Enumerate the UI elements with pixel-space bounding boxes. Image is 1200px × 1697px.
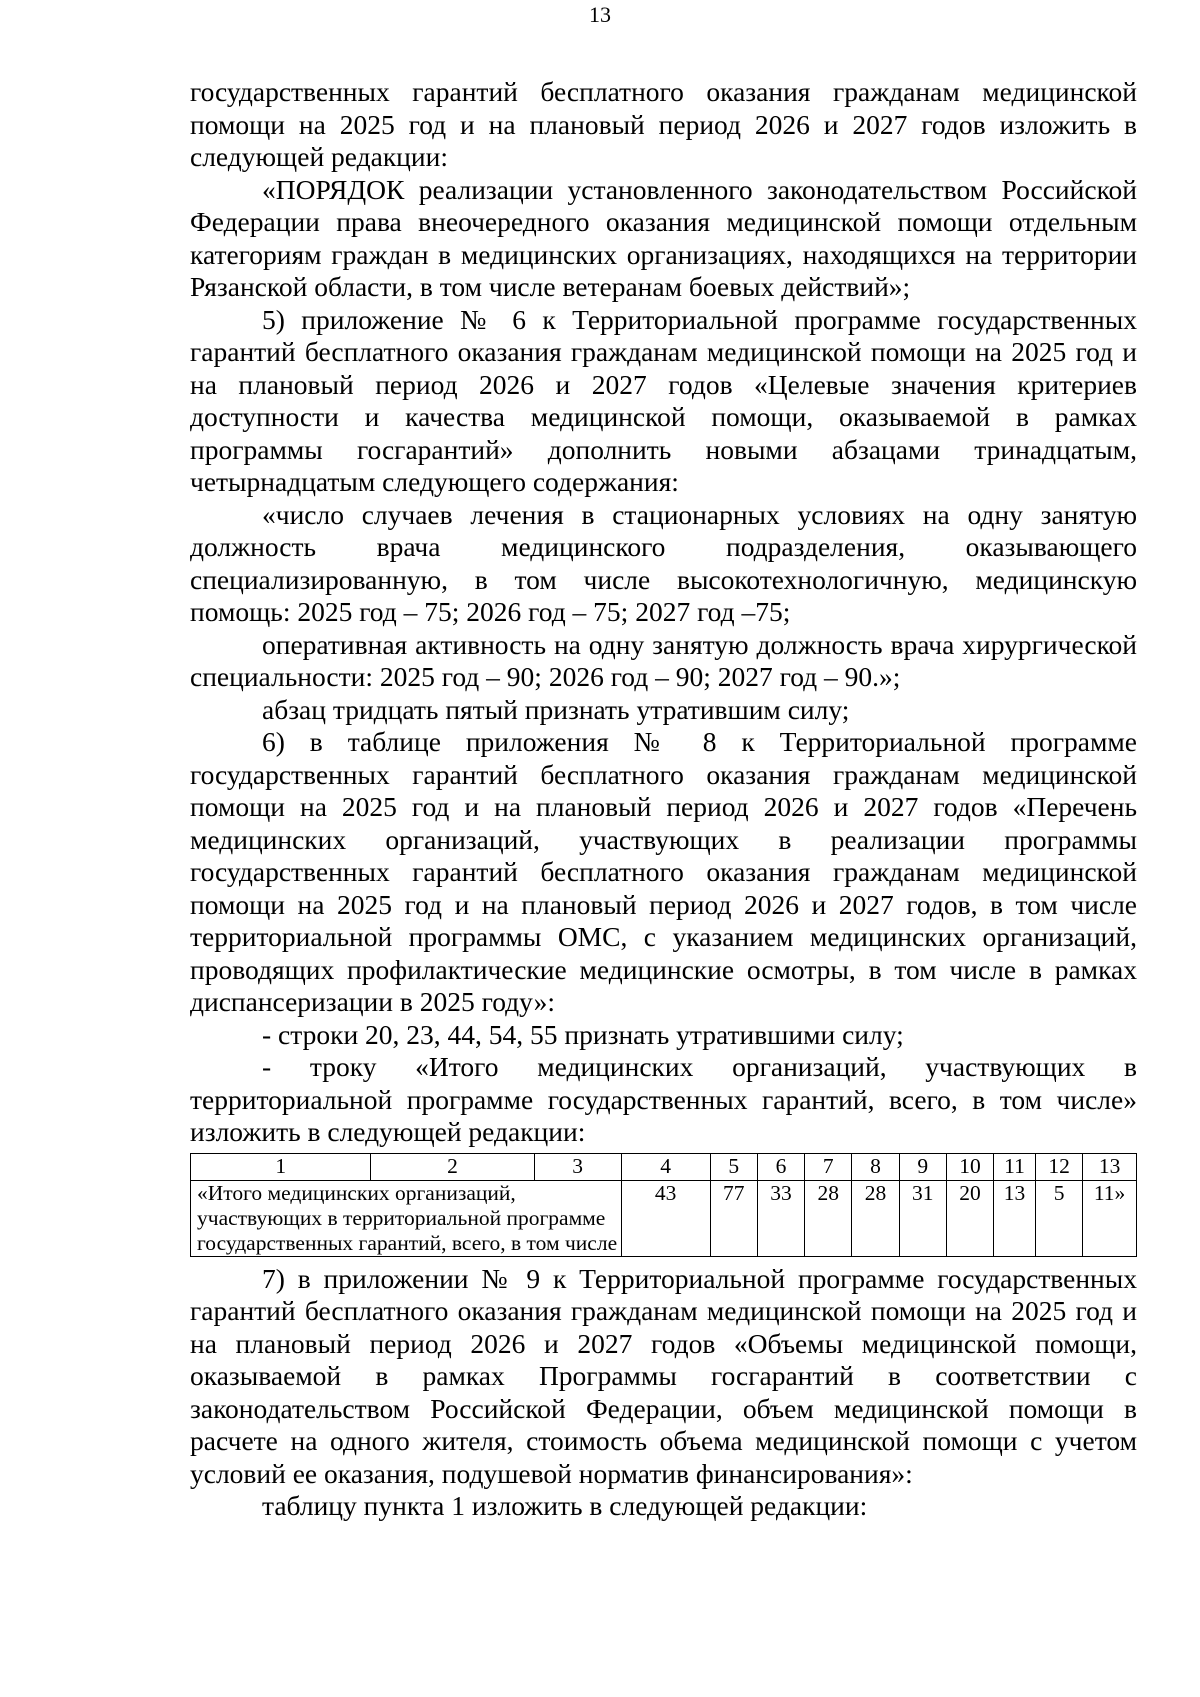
table-header-cell: 13 xyxy=(1083,1153,1137,1180)
paragraph-rows-void: - строки 20, 23, 44, 54, 55 признать утратившими силу; xyxy=(262,1018,904,1050)
table-header-cell: 4 xyxy=(621,1153,710,1180)
table-cell: 77 xyxy=(710,1180,757,1256)
paragraph-item-5: 5) приложение № 6 к Территориальной программе государственных гарантий бесплатного оказания гражданам медицинской помощи на 2025 год и на плановый период 2026 и 2027 годов «Целевые значения критериев доступности и качества медицинской помощи, оказываемой в рамках программы госгарантий» дополнить новыми абзацами тринадцатым, четырнадцатым следующего содержания: xyxy=(190,303,1137,497)
table-header-cell: 7 xyxy=(805,1153,852,1180)
paragraph-abzac-35: абзац тридцать пятый признать утратившим силу; xyxy=(262,693,850,725)
table-cell: 11» xyxy=(1083,1180,1137,1256)
table-header-cell: 11 xyxy=(994,1153,1036,1180)
document-body xyxy=(190,76,1137,1523)
table-row-name: «Итого медицинских организаций, участвующих в территориальной программе государственных гарантий, всего, в том числе xyxy=(191,1180,622,1256)
paragraph-criteria-surgery: оперативная активность на одну занятую должность врача хирургической специальности: 2025 год – 90; 2026 год – 90; 2027 год – 90.»; xyxy=(190,628,1137,692)
table-header-cell: 5 xyxy=(710,1153,757,1180)
itogo-table xyxy=(190,1153,1137,1257)
table-cell: 5 xyxy=(1035,1180,1082,1256)
table-cell: 28 xyxy=(852,1180,899,1256)
page-number: 13 xyxy=(589,2,611,27)
table-row xyxy=(191,1180,1137,1256)
table-header-cell: 8 xyxy=(852,1153,899,1180)
table-header-cell: 6 xyxy=(757,1153,804,1180)
table-header-cell: 9 xyxy=(899,1153,946,1180)
paragraph-intro: государственных гарантий бесплатного оказания гражданам медицинской помощи на 2025 год и на плановый период 2026 и 2027 годов изложить в следующей редакции: xyxy=(190,76,1137,172)
paragraph-row-itogo: - троку «Итого медицинских организаций, участвующих в территориальной программе государственных гарантий, всего, в том числе» изложить в следующей редакции: xyxy=(190,1051,1137,1147)
table-header-row xyxy=(191,1153,1137,1180)
table-header-cell: 10 xyxy=(946,1153,993,1180)
table-header-cell: 12 xyxy=(1035,1153,1082,1180)
table-cell: 31 xyxy=(899,1180,946,1256)
paragraph-poryadok: «ПОРЯДОК реализации установленного законодательством Российской Федерации права внеочередного оказания медицинской помощи отдельным категориям граждан в медицинских организациях, находящихся на территории Рязанской области, в том числе ветеранам боевых действий»; xyxy=(190,173,1137,302)
paragraph-item-6: 6) в таблице приложения № 8 к Территориальной программе государственных гарантий бесплатного оказания гражданам медицинской помощи на 2025 год и на плановый период 2026 и 2027 годов «Перечень медицинских организаций, участвующих в реализации программы государственных гарантий бесплатного оказания гражданам медицинской помощи на 2025 год и на плановый период 2026 и 2027 годов, в том числе территориальной программы ОМС, с указанием медицинских организаций, проводящих профилактические медицинские осмотры, в том числе в рамках диспансеризации в 2025 году»: xyxy=(190,726,1137,1017)
paragraph-table-point-1: таблицу пункта 1 изложить в следующей редакции: xyxy=(262,1490,868,1521)
table-cell: 13 xyxy=(994,1180,1036,1256)
table-cell: 20 xyxy=(946,1180,993,1256)
paragraph-criteria-cases: «число случаев лечения в стационарных условиях на одну занятую должность врача медицинского подразделения, оказывающего специализированную, в том числе высокотехнологичную, медицинскую помощь: 2025 год – 75; 2026 год – 75; 2027 год –75; xyxy=(190,498,1137,627)
table-cell: 43 xyxy=(621,1180,710,1256)
paragraph-item-7: 7) в приложении № 9 к Территориальной программе государственных гарантий бесплатного оказания гражданам медицинской помощи на 2025 год и на плановый период 2026 и 2027 годов «Объемы медицинской помощи, оказываемой в рамках Программы госгарантий в соответствии с законодательством Российской Федерации, объем медицинской помощи в расчете на одного жителя, стоимость объема медицинской помощи с учетом условий ее оказания, подушевой норматив финансирования»: xyxy=(190,1262,1137,1489)
table-header-cell: 3 xyxy=(534,1153,621,1180)
table-cell: 28 xyxy=(805,1180,852,1256)
table-cell: 33 xyxy=(757,1180,804,1256)
table-header-cell: 1 xyxy=(191,1153,371,1180)
table-header-cell: 2 xyxy=(371,1153,534,1180)
